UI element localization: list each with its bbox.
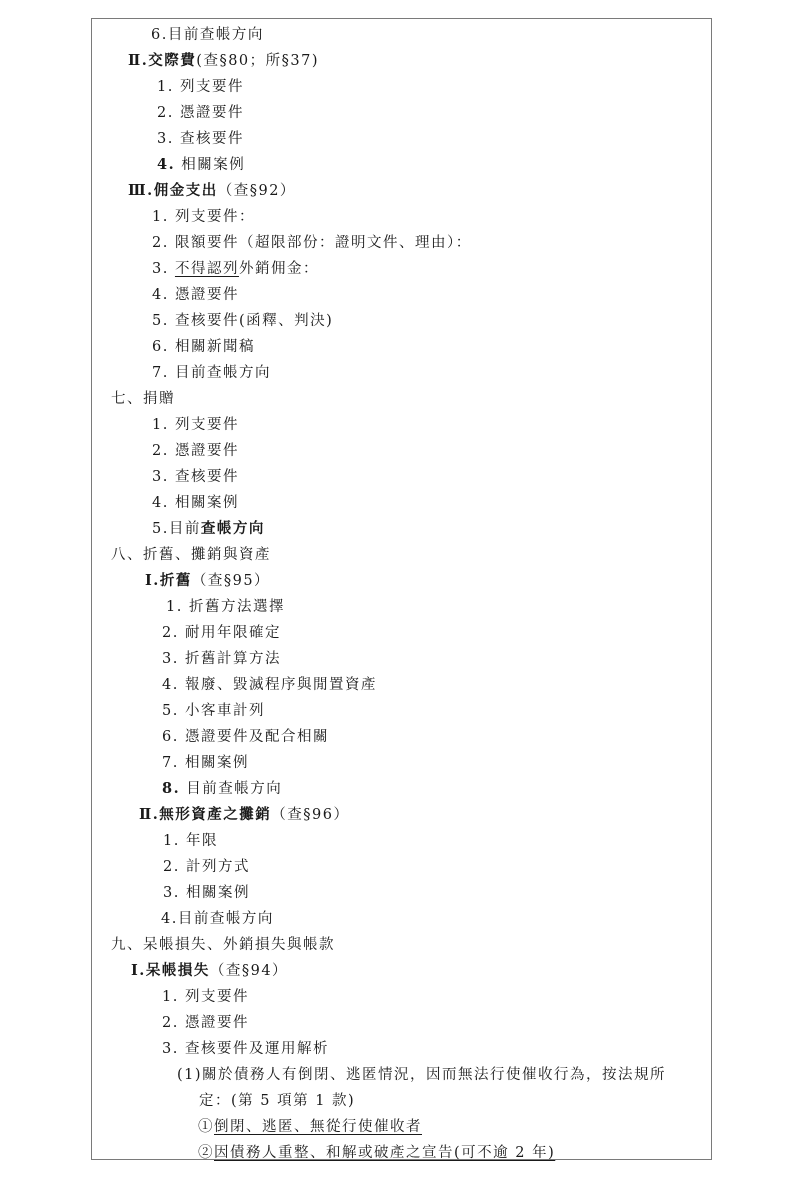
outline-text: 7. 相關案例 <box>162 755 249 771</box>
outline-line <box>162 753 249 773</box>
outline-text: 3. 折舊計算方法 <box>162 651 281 667</box>
outline-line <box>157 77 244 97</box>
outline-text: 2. 計列方式 <box>163 859 250 875</box>
outline-line <box>152 233 472 253</box>
outline-line <box>162 675 377 695</box>
outline-text: 3. 相關案例 <box>163 885 250 901</box>
outline-text: 相關案例 <box>175 157 246 173</box>
outline-line <box>198 1117 422 1137</box>
outline-text: 定：(第 5 項第 1 款) <box>199 1093 356 1109</box>
outline-line <box>157 129 244 149</box>
outline-line <box>199 1091 355 1111</box>
outline-line <box>166 597 285 617</box>
outline-line <box>152 337 255 357</box>
outline-line <box>111 389 175 409</box>
outline-line <box>152 441 239 461</box>
outline-text: 4. 相關案例 <box>152 495 239 511</box>
outline-line <box>139 805 349 825</box>
outline-line <box>152 493 239 513</box>
outline-line <box>162 649 281 669</box>
outline-line <box>152 415 239 435</box>
outline-line <box>145 571 270 591</box>
outline-text: （查§95） <box>191 573 271 589</box>
outline-line <box>152 363 271 383</box>
outline-text: 3. 查核要件及運用解析 <box>162 1041 329 1057</box>
outline-text: 2. 憑證要件 <box>152 443 239 459</box>
outline-line <box>162 701 265 721</box>
outline-line <box>163 831 218 851</box>
outline-text: 3. <box>152 261 175 277</box>
outline-line <box>151 25 264 45</box>
outline-line <box>152 207 255 227</box>
outline-text: 查帳方向 <box>200 520 265 537</box>
outline-line <box>161 909 274 929</box>
outline-line <box>152 259 319 279</box>
outline-text: Ⅲ.佣金支出 <box>128 182 218 199</box>
outline-line <box>157 155 245 175</box>
outline-line <box>163 857 250 877</box>
outline-text: 6. 憑證要件及配合相關 <box>162 729 329 745</box>
outline-line <box>162 727 329 747</box>
outline-text: 4. 憑證要件 <box>152 287 239 303</box>
outline-line <box>162 987 249 1007</box>
outline-text: 3. 查核要件 <box>157 131 244 147</box>
outline-line <box>131 961 288 981</box>
outline-line <box>177 1065 666 1085</box>
outline-text: 2. 憑證要件 <box>157 105 244 121</box>
outline-text: 1. 折舊方法選擇 <box>166 599 285 615</box>
outline-line <box>111 935 335 955</box>
outline-text: 因債務人重整、和解或破產之宣告(可不逾 2 年) <box>214 1145 556 1161</box>
outline-text: 2. 憑證要件 <box>162 1015 249 1031</box>
outline-text: 目前查帳方向 <box>180 781 283 797</box>
outline-text: 九、呆帳損失、外銷損失與帳款 <box>111 937 335 953</box>
outline-text: 八、折舊、攤銷與資產 <box>111 547 271 563</box>
outline-line <box>152 519 265 539</box>
outline-text: 5.目前 <box>152 521 201 537</box>
outline-text: 倒閉、逃匿、無從行使催收者 <box>214 1119 422 1135</box>
outline-text: 2. 限額要件（超限部份：證明文件、理由）： <box>152 235 472 251</box>
outline-text: 1. 年限 <box>163 833 218 849</box>
outline-line <box>162 779 282 799</box>
outline-text: (1)關於債務人有倒閉、逃匿情況，因而無法行使催收行為，按法規所 <box>177 1067 667 1083</box>
outline-text: 外銷佣金： <box>238 261 319 277</box>
outline-text: 4. <box>157 156 176 173</box>
outline-text: 7. 目前查帳方向 <box>152 365 271 381</box>
outline-line <box>128 181 296 201</box>
outline-text: （查§94） <box>209 963 289 979</box>
outline-line <box>162 1039 329 1059</box>
outline-text: 6. 相關新聞稿 <box>152 339 255 355</box>
outline-text: 1. 列支要件 <box>162 989 249 1005</box>
outline-text: (查§80；所§37) <box>196 53 319 69</box>
outline-line <box>152 285 239 305</box>
outline-text: ① <box>198 1119 214 1135</box>
outline-text: 2. 耐用年限確定 <box>162 625 281 641</box>
outline-line <box>162 623 281 643</box>
outline-text: 5. 小客車計列 <box>162 703 265 719</box>
outline-line <box>198 1143 555 1163</box>
outline-text: 4. 報廢、毀滅程序與閒置資產 <box>162 677 377 693</box>
outline-text: （查§92） <box>217 183 296 199</box>
outline-text: 4.目前查帳方向 <box>161 911 274 927</box>
outline-text: Ⅱ.無形資產之攤銷 <box>139 806 272 823</box>
outline-line <box>163 883 250 903</box>
outline-text: Ⅱ.交際費 <box>128 52 197 69</box>
outline-text: 8. <box>162 780 181 797</box>
outline-text: Ⅰ.折舊 <box>145 572 192 589</box>
outline-text: ② <box>198 1145 214 1161</box>
outline-text: 1. 列支要件： <box>152 209 255 225</box>
outline-text: 3. 查核要件 <box>152 469 239 485</box>
outline-text: 不得認列 <box>174 261 239 277</box>
outline-text: Ⅰ.呆帳損失 <box>131 962 210 979</box>
outline-line <box>152 467 239 487</box>
outline-line <box>111 545 271 565</box>
outline-line <box>162 1013 249 1033</box>
outline-text: 5. 查核要件(函釋、判決) <box>152 313 334 329</box>
outline-line <box>128 51 319 71</box>
outline-text: （查§96） <box>271 807 350 823</box>
outline-line <box>157 103 244 123</box>
outline-text: 1. 列支要件 <box>152 417 239 433</box>
outline-text: 6.目前查帳方向 <box>151 27 264 43</box>
outline-text: 七、捐贈 <box>111 391 175 407</box>
outline-text: 1. 列支要件 <box>157 79 244 95</box>
outline-line <box>152 311 333 331</box>
